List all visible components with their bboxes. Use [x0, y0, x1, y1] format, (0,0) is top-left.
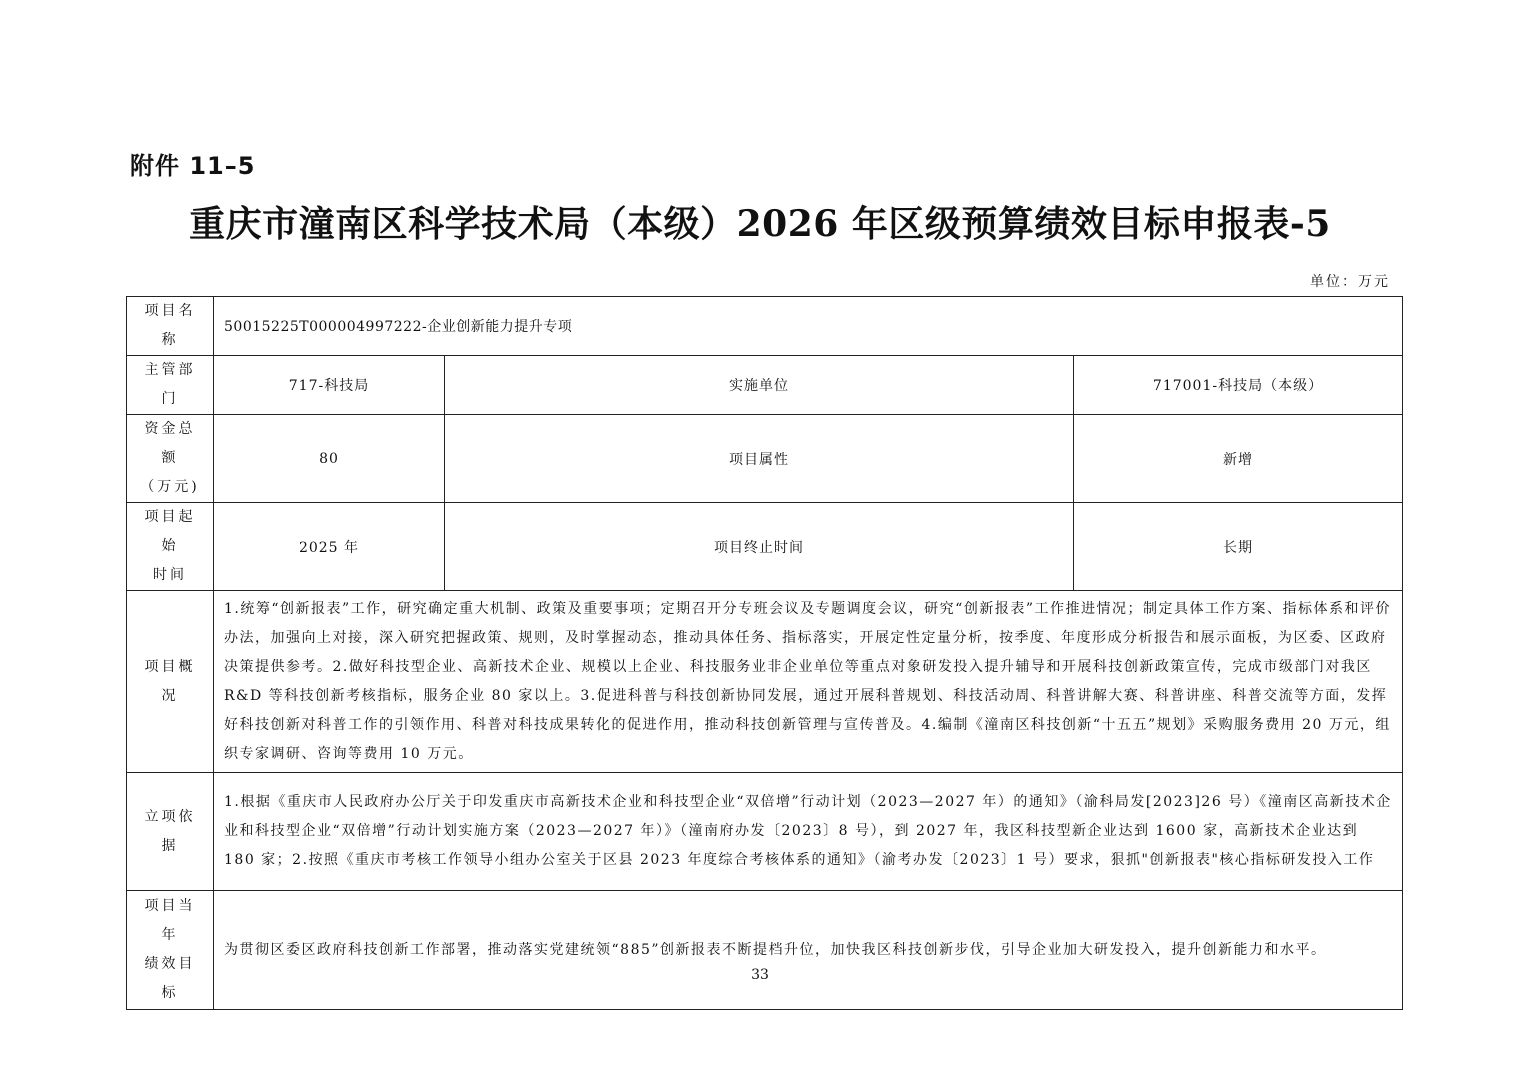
end-value: 长期 — [1074, 503, 1403, 591]
start-label-line2: 时间 — [153, 567, 187, 583]
funds-label — [127, 415, 214, 503]
impl-value: 717001-科技局（本级） — [1074, 356, 1403, 415]
project-name-label: 项目名称 — [127, 297, 214, 356]
dept-value: 717-科技局 — [214, 356, 445, 415]
funds-value: 80 — [214, 415, 445, 503]
document-title: 重庆市潼南区科学技术局（本级）2026 年区级预算绩效目标申报表-5 — [189, 203, 1331, 245]
page-number: 33 — [751, 967, 769, 983]
funds-label-line2: （万元) — [140, 479, 200, 495]
goal-text: 为贯彻区委区政府科技创新工作部署，推动落实党建统领“885”创新报表不断提档升位，加快我区科技创新步伐，引导企业加大研发投入，提升创新能力和水平。 — [214, 891, 1403, 1010]
start-value: 2025 年 — [214, 503, 445, 591]
goal-label — [127, 891, 214, 1010]
budget-form-table — [126, 296, 1403, 1010]
goal-label-line2: 绩效目标 — [144, 956, 196, 1001]
row-time — [127, 503, 1403, 591]
funds-label-line1: 资金总额 — [144, 421, 196, 466]
project-name-value: 50015225T000004997222-企业创新能力提升专项 — [214, 297, 1403, 356]
basis-text: 1.根据《重庆市人民政府办公厅关于印发重庆市高新技术企业和科技型企业“双倍增”行动计划（2023—2027 年）的通知》（渝科局发[2023]26 号）《潼南区高新技术企业和科技型企业“双倍增”行动计划实施方案（2023—2027 年）》（潼南府办发〔2023〕8 号），到 2027 年，我区科技型新企业达到 1600 家，高新技术企业达到 180 家；2.按照《重庆市考核工作领导小组办公室关于区县 2023 年度综合考核体系的通知》（渝考办发〔2023〕1 号）要求，狠抓"创新报表"核心指标研发投入工作 — [214, 773, 1403, 891]
attr-value: 新增 — [1074, 415, 1403, 503]
row-project-name — [127, 297, 1403, 356]
overview-text: 1.统筹“创新报表”工作，研究确定重大机制、政策及重要事项；定期召开分专班会议及专题调度会议，研究“创新报表”工作推进情况；制定具体工作方案、指标体系和评价办法，加强向上对接，深入研究把握政策、规则，及时掌握动态，推动具体任务、指标落实，开展定性定量分析，按季度、年度形成分析报告和展示面板，为区委、区政府决策提供参考。2.做好科技型企业、高新技术企业、规模以上企业、科技服务业非企业单位等重点对象研发投入提升辅导和开展科技创新政策宣传，完成市级部门对我区 R&D 等科技创新考核指标，服务企业 80 家以上。3.促进科普与科技创新协同发展，通过开展科普规划、科技活动周、科普讲解大赛、科普讲座、科普交流等方面，发挥好科技创新对科普工作的引领作用、科普对科技成果转化的促进作用，推动科技创新管理与宣传普及。4.编制《潼南区科技创新“十五五”规划》采购服务费用 20 万元，组织专家调研、咨询等费用 10 万元。 — [214, 591, 1403, 773]
basis-label: 立项依据 — [127, 773, 214, 891]
row-overview — [127, 591, 1403, 773]
row-goal — [127, 891, 1403, 1010]
attachment-number: 附件 11–5 — [130, 152, 256, 180]
dept-label: 主管部门 — [127, 356, 214, 415]
end-label: 项目终止时间 — [445, 503, 1074, 591]
unit-label: 单位：万元 — [1310, 274, 1390, 290]
row-funds — [127, 415, 1403, 503]
start-label-line1: 项目起始 — [144, 509, 196, 554]
overview-label: 项目概况 — [127, 591, 214, 773]
row-basis — [127, 773, 1403, 891]
start-label — [127, 503, 214, 591]
attr-label: 项目属性 — [445, 415, 1074, 503]
impl-label: 实施单位 — [445, 356, 1074, 415]
goal-label-line1: 项目当年 — [144, 898, 196, 943]
row-department — [127, 356, 1403, 415]
